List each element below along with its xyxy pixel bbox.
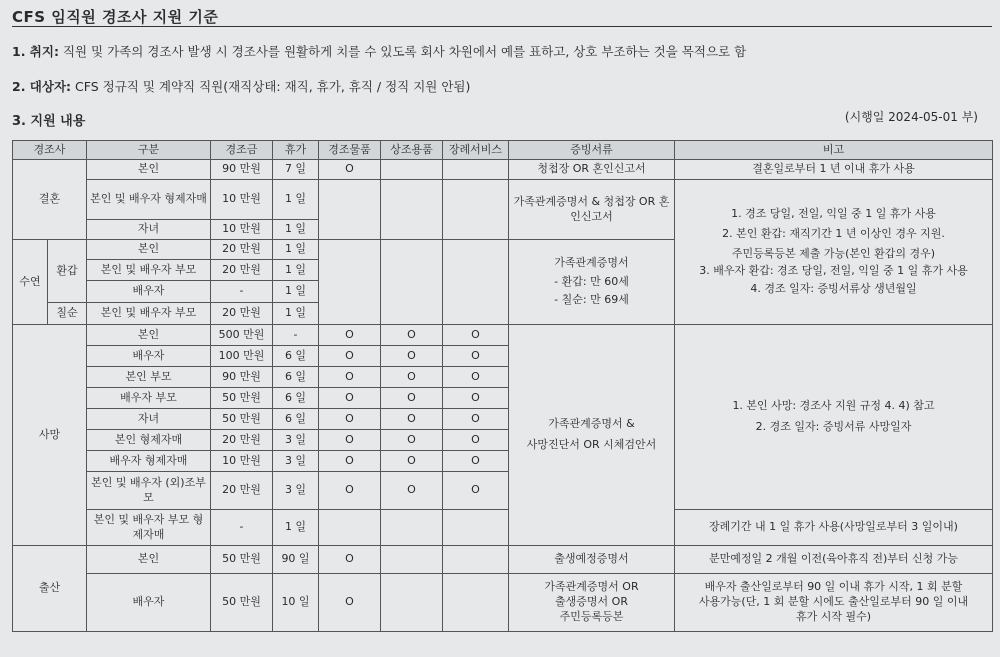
funeral-goods-cell — [381, 180, 443, 240]
funeral-goods-mark: O — [381, 346, 443, 367]
remark-line: 주민등록등본 제출 가능(본인 환갑의 경우) — [731, 246, 936, 260]
funeral-goods-cell — [381, 574, 443, 632]
funeral-service-mark: O — [443, 325, 509, 346]
leave-cell: 6 일 — [273, 388, 319, 409]
funeral-service-cell — [443, 546, 509, 574]
header-documents: 증빙서류 — [509, 141, 675, 160]
funeral-service-cell — [443, 180, 509, 240]
goods-mark: O — [319, 346, 381, 367]
document-line: - 칠순: 만 69세 — [554, 293, 629, 307]
funeral-goods-mark: O — [381, 367, 443, 388]
funeral-service-mark: O — [443, 346, 509, 367]
remark-line: 1. 경조 당일, 전일, 익일 중 1 일 휴가 사용 — [731, 206, 936, 220]
remark-line: 2. 경조 일자: 증빙서류 사망일자 — [755, 420, 912, 433]
table-row — [13, 180, 993, 220]
header-event: 경조사 — [13, 141, 87, 160]
document-cell: 출생예정증명서 — [509, 546, 675, 574]
support-heading: 3. 지원 내용 — [12, 114, 86, 129]
type-cell: 본인 — [87, 160, 211, 180]
remark-line: 사용가능(단, 1 회 분할 시에도 출산일로부터 90 일 이내 — [698, 595, 969, 609]
goods-mark: O — [319, 367, 381, 388]
category-birth: 출산 — [13, 546, 87, 632]
amount-cell: 50 만원 — [211, 546, 273, 574]
leave-cell: - — [273, 325, 319, 346]
funeral-service-cell — [443, 240, 509, 325]
category-birthday: 수연 — [13, 240, 48, 324]
table-row — [13, 574, 993, 632]
remark-cell: 장례기간 내 1 일 휴가 사용(사망일로부터 3 일이내) — [675, 510, 993, 546]
table-row — [13, 510, 993, 546]
remark-cell: 결혼일로부터 1 년 이내 휴가 사용 — [675, 160, 993, 180]
remark-line: 2. 본인 환갑: 재직기간 1 년 이상인 경우 지원. — [722, 226, 945, 240]
goods-cell — [319, 180, 381, 240]
goods-cell — [319, 510, 381, 546]
leave-cell: 7 일 — [273, 160, 319, 180]
document-line: 가족관계증명서 OR — [544, 580, 639, 594]
target-text: CFS 정규직 및 계약직 직원(재직상태: 재직, 휴가, 휴직 / 정직 지원 안됨) — [75, 79, 471, 94]
goods-mark: O — [319, 574, 381, 632]
type-cell: 배우자 — [87, 574, 211, 632]
remark-cell-birth — [675, 574, 993, 632]
leave-cell: 90 일 — [273, 546, 319, 574]
type-cell: 배우자 — [87, 346, 211, 367]
table-row — [13, 160, 993, 180]
amount-cell: - — [211, 510, 273, 546]
funeral-goods-mark: O — [381, 451, 443, 472]
page-title: CFS 임직원 경조사 지원 기준 — [12, 8, 219, 26]
funeral-goods-mark: O — [381, 325, 443, 346]
leave-cell: 3 일 — [273, 472, 319, 510]
remark-line: 1. 본인 사망: 경조사 지원 규정 4. 4) 참고 — [732, 399, 935, 413]
leave-cell: 6 일 — [273, 409, 319, 430]
category-death: 사망 — [13, 325, 87, 546]
goods-mark: O — [319, 409, 381, 430]
funeral-service-cell — [443, 160, 509, 180]
subcategory-60th: 환갑 — [56, 263, 78, 277]
subcategory-70th: 칠순 — [48, 303, 87, 325]
funeral-service-cell — [443, 574, 509, 632]
type-cell: 자녀 — [87, 409, 211, 430]
support-table — [12, 140, 993, 632]
category-wedding: 결혼 — [13, 160, 87, 240]
category-birthday-cell — [13, 240, 87, 325]
funeral-service-cell — [443, 510, 509, 546]
document-cell-birthday — [509, 240, 675, 325]
funeral-goods-cell — [381, 160, 443, 180]
remark-line: 4. 경조 일자: 증빙서류상 생년월일 — [750, 282, 917, 296]
amount-cell: 20 만원 — [211, 472, 273, 510]
remark-line: 배우자 출산일로부터 90 일 이내 휴가 시작, 1 회 분할 — [704, 580, 963, 594]
header-funeral-service: 장례서비스 — [443, 141, 509, 160]
amount-cell: 20 만원 — [211, 260, 273, 281]
amount-cell: - — [211, 281, 273, 302]
leave-cell: 1 일 — [273, 180, 319, 220]
leave-cell: 6 일 — [273, 346, 319, 367]
funeral-service-mark: O — [443, 367, 509, 388]
purpose-text: 직원 및 가족의 경조사 발생 시 경조사를 원활하게 치를 수 있도록 회사 차원에서 예를 표하고, 상호 부조하는 것을 목적으로 함 — [62, 44, 747, 59]
document-cell: 가족관계증명서 & 청첩장 OR 혼인신고서 — [509, 180, 675, 240]
table-row — [13, 546, 993, 574]
type-cell: 자녀 — [87, 220, 211, 240]
funeral-goods-mark: O — [381, 430, 443, 451]
goods-mark: O — [319, 451, 381, 472]
title-divider — [12, 26, 992, 27]
funeral-goods-cell — [381, 240, 443, 325]
type-cell: 본인 부모 — [87, 367, 211, 388]
document-line: 가족관계증명서 & — [548, 417, 635, 431]
type-cell: 본인 — [87, 546, 211, 574]
document-cell-birth — [509, 574, 675, 632]
leave-cell: 10 일 — [273, 574, 319, 632]
document-line: 주민등록등본 — [559, 609, 624, 623]
goods-mark: O — [319, 472, 381, 510]
birthday-category-grid — [13, 240, 86, 324]
leave-cell: 6 일 — [273, 367, 319, 388]
type-cell: 본인 및 배우자 (외)조부모 — [87, 472, 211, 510]
goods-cell — [319, 240, 381, 325]
funeral-service-mark: O — [443, 430, 509, 451]
remark-line: 휴가 시작 필수) — [795, 609, 872, 623]
document-line: 가족관계증명서 — [554, 255, 629, 269]
leave-cell: 1 일 — [273, 240, 319, 260]
purpose-line — [12, 42, 746, 60]
funeral-goods-mark: O — [381, 409, 443, 430]
amount-cell: 500 만원 — [211, 325, 273, 346]
type-cell: 본인 형제자매 — [87, 430, 211, 451]
type-cell: 본인 및 배우자 부모 — [87, 260, 211, 281]
goods-mark: O — [319, 388, 381, 409]
type-cell: 본인 및 배우자 부모 — [87, 302, 211, 324]
header-type: 구분 — [87, 141, 211, 160]
leave-cell: 1 일 — [273, 260, 319, 281]
header-amount: 경조금 — [211, 141, 273, 160]
goods-mark: O — [319, 430, 381, 451]
leave-cell: 1 일 — [273, 281, 319, 302]
amount-cell: 20 만원 — [211, 302, 273, 324]
document-cell: 청첩장 OR 혼인신고서 — [509, 160, 675, 180]
table-row — [13, 325, 993, 346]
document-line: 출생증명서 OR — [555, 595, 628, 609]
funeral-goods-cell — [381, 510, 443, 546]
leave-cell: 1 일 — [273, 220, 319, 240]
table-header-row — [13, 141, 993, 160]
purpose-label: 1. 취지: — [12, 44, 59, 59]
remark-cell: 분만예정일 2 개월 이전(육아휴직 전)부터 신청 가능 — [675, 546, 993, 574]
amount-cell: 90 만원 — [211, 367, 273, 388]
funeral-goods-mark: O — [381, 388, 443, 409]
remark-cell-wedding-birthday — [675, 180, 993, 325]
amount-cell: 50 만원 — [211, 388, 273, 409]
leave-cell: 3 일 — [273, 451, 319, 472]
funeral-service-mark: O — [443, 388, 509, 409]
funeral-service-mark: O — [443, 409, 509, 430]
type-cell: 배우자 형제자매 — [87, 451, 211, 472]
amount-cell: 20 만원 — [211, 430, 273, 451]
effective-date: (시행일 2024-05-01 부) — [844, 110, 978, 124]
amount-cell: 90 만원 — [211, 160, 273, 180]
remark-cell-death — [675, 325, 993, 510]
goods-mark: O — [319, 160, 381, 180]
document-line: - 환갑: 만 60세 — [554, 274, 629, 288]
target-label: 2. 대상자: — [12, 79, 72, 94]
header-leave: 휴가 — [273, 141, 319, 160]
leave-cell: 1 일 — [273, 302, 319, 324]
target-line — [12, 77, 470, 95]
amount-cell: 100 만원 — [211, 346, 273, 367]
type-cell: 본인 — [87, 325, 211, 346]
leave-cell: 3 일 — [273, 430, 319, 451]
funeral-service-mark: O — [443, 451, 509, 472]
type-cell: 본인 및 배우자 형제자매 — [87, 180, 211, 220]
funeral-goods-cell — [381, 546, 443, 574]
document-line: 사망진단서 OR 시체검안서 — [526, 438, 657, 451]
header-remarks: 비고 — [675, 141, 993, 160]
amount-cell: 10 만원 — [211, 180, 273, 220]
goods-mark: O — [319, 546, 381, 574]
type-cell: 배우자 — [87, 281, 211, 302]
remark-line: 3. 배우자 환갑: 경조 당일, 전일, 익일 중 1 일 휴가 사용 — [699, 264, 968, 278]
header-funeral-goods: 상조용품 — [381, 141, 443, 160]
amount-cell: 50 만원 — [211, 409, 273, 430]
type-cell: 배우자 부모 — [87, 388, 211, 409]
amount-cell: 50 만원 — [211, 574, 273, 632]
amount-cell: 10 만원 — [211, 451, 273, 472]
goods-mark: O — [319, 325, 381, 346]
type-cell: 본인 및 배우자 부모 형제자매 — [87, 510, 211, 546]
document-cell-death — [509, 325, 675, 546]
type-cell: 본인 — [87, 240, 211, 260]
leave-cell: 1 일 — [273, 510, 319, 546]
funeral-goods-mark: O — [381, 472, 443, 510]
funeral-service-mark: O — [443, 472, 509, 510]
header-goods: 경조물품 — [319, 141, 381, 160]
amount-cell: 20 만원 — [211, 240, 273, 260]
amount-cell: 10 만원 — [211, 220, 273, 240]
